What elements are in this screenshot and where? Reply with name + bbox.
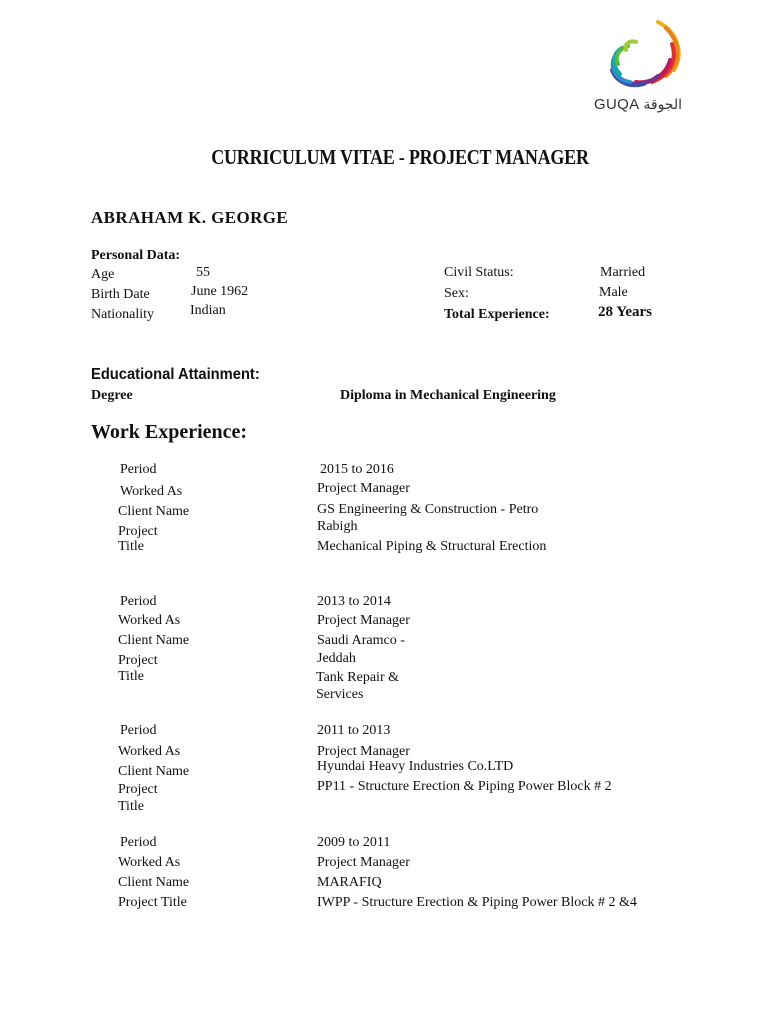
entry2-client-label: Client Name: [118, 633, 190, 648]
entry3-period-label: Period: [120, 723, 157, 738]
entry4-client-value: MARAFIQ: [317, 875, 382, 890]
nationality-value: Indian: [190, 303, 226, 318]
entry4-client-label: Client Name: [118, 875, 190, 890]
entry4-project-title-label: Project Title: [118, 895, 187, 910]
age-label: Age: [91, 267, 115, 282]
degree-value: Diploma in Mechanical Engineering: [340, 388, 556, 403]
entry3-project-label: Project: [118, 782, 158, 797]
candidate-name: ABRAHAM K. GEORGE: [91, 208, 289, 227]
entry4-project-title-value: IWPP - Structure Erection & Piping Power Block # 2 &4: [317, 895, 637, 910]
page-title: CURRICULUM VITAE - PROJECT MANAGER: [211, 145, 589, 169]
entry2-client-value-line2: Jeddah: [317, 651, 356, 666]
entry2-period-label: Period: [120, 594, 157, 609]
nationality-label: Nationality: [91, 307, 154, 322]
work-experience-heading: Work Experience:: [91, 421, 248, 443]
entry1-worked-as-value: Project Manager: [317, 481, 410, 496]
entry4-period-value: 2009 to 2011: [317, 835, 391, 850]
entry3-title-label: Title: [118, 799, 144, 814]
entry3-worked-as-value: Project Manager: [317, 744, 410, 759]
degree-label: Degree: [91, 388, 133, 403]
civil-status-label: Civil Status:: [444, 265, 514, 280]
personal-data-heading: Personal Data:: [91, 248, 181, 263]
entry2-period-value: 2013 to 2014: [317, 594, 391, 609]
entry3-worked-as-label: Worked As: [118, 744, 181, 759]
entry2-title-label: Title: [118, 669, 144, 684]
entry1-project-label: Project: [118, 524, 158, 539]
age-value: 55: [196, 265, 210, 280]
entry2-client-value: Saudi Aramco -: [317, 633, 405, 648]
education-heading: Educational Attainment:: [91, 366, 260, 383]
entry1-worked-as-label: Worked As: [120, 484, 183, 499]
sex-value: Male: [599, 285, 628, 300]
birth-date-value: June 1962: [191, 284, 249, 299]
birth-date-label: Birth Date: [91, 287, 150, 302]
entry2-project-label: Project: [118, 653, 158, 668]
entry2-project-title-value: Tank Repair &: [316, 670, 399, 685]
total-experience-value: 28 Years: [598, 304, 653, 320]
sex-label: Sex:: [444, 286, 469, 301]
entry1-period-label: Period: [120, 462, 157, 477]
entry1-client-value: GS Engineering & Construction - Petro: [317, 502, 539, 517]
entry4-worked-as-label: Worked As: [118, 855, 181, 870]
entry4-period-label: Period: [120, 835, 157, 850]
entry3-period-value: 2011 to 2013: [317, 723, 391, 738]
entry1-client-label: Client Name: [118, 504, 190, 519]
entry2-worked-as-label: Worked As: [118, 613, 181, 628]
entry1-project-title-value: Mechanical Piping & Structural Erection: [317, 539, 547, 554]
civil-status-value: Married: [600, 265, 646, 280]
logo-arabic-text: الجوقة: [643, 97, 682, 113]
entry1-client-value-line2: Rabigh: [317, 519, 358, 534]
entry3-client-value: Hyundai Heavy Industries Co.LTD: [317, 759, 514, 774]
logo-latin-text: GUQA: [594, 96, 640, 113]
entry3-project-title-value: PP11 - Structure Erection & Piping Power Block # 2: [317, 779, 612, 794]
entry2-worked-as-value: Project Manager: [317, 613, 410, 628]
entry1-title-label: Title: [118, 539, 144, 554]
entry3-client-label: Client Name: [118, 764, 190, 779]
entry2-project-title-value-line2: Services: [316, 687, 364, 702]
entry1-period-value: 2015 to 2016: [320, 462, 394, 477]
total-experience-label: Total Experience:: [444, 307, 550, 322]
logo-wordmark: [594, 96, 682, 113]
entry4-worked-as-value: Project Manager: [317, 855, 410, 870]
